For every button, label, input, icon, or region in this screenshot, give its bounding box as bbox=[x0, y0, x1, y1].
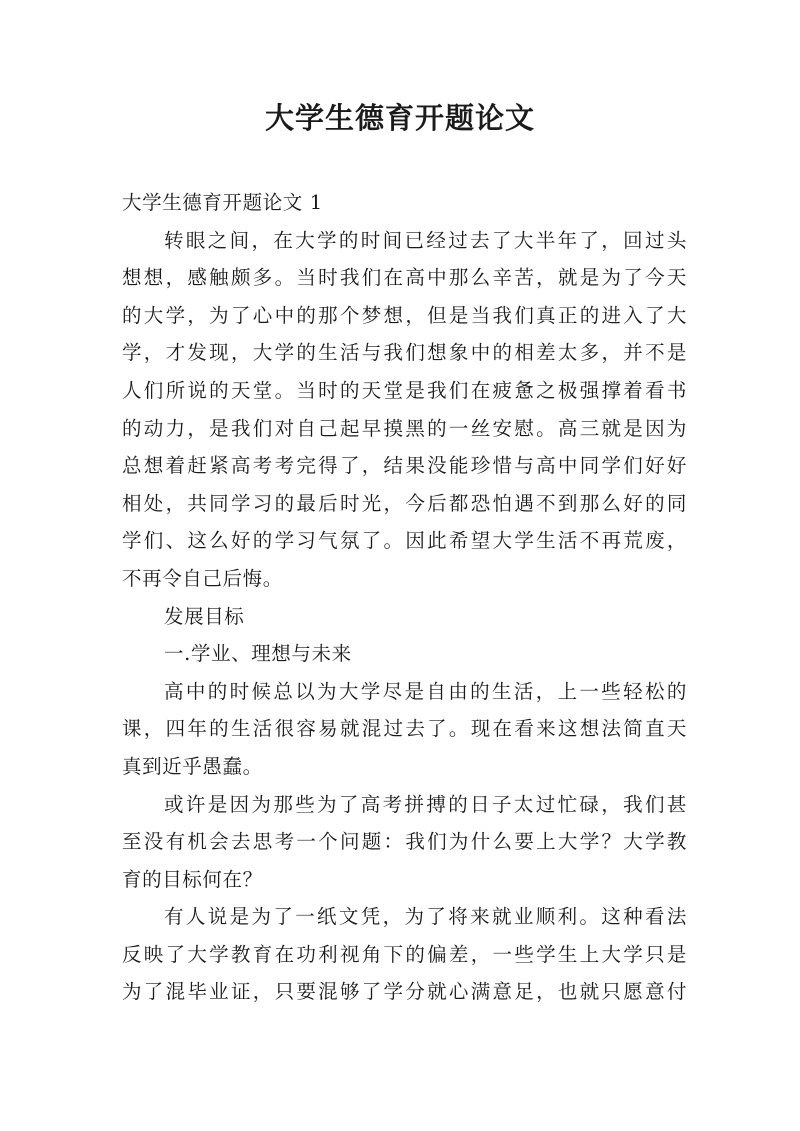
text-line: 有人说是为了一纸文凭，为了将来就业顺利。这种看法 bbox=[164, 905, 687, 929]
text-line: 不再令自己后悔。 bbox=[122, 566, 283, 590]
text-line: 或许是因为那些为了高考拼搏的日子太过忙碌，我们甚 bbox=[164, 792, 687, 816]
text-line: 育的目标何在？ bbox=[122, 867, 263, 891]
subheading-development-goals: 发展目标 bbox=[164, 604, 245, 628]
text-line: 总想着赶紧高考考完得了，结果没能珍惜与高中同学们好好 bbox=[122, 454, 687, 478]
text-line: 反映了大学教育在功利视角下的偏差，一些学生上大学只是 bbox=[122, 942, 687, 966]
section-heading: 大学生德育开题论文 1 bbox=[122, 191, 323, 214]
text-line: 学，才发现，大学的生活与我们想象中的相差太多，并不是 bbox=[122, 341, 687, 365]
text-line: 高中的时候总以为大学尽是自由的生活，上一些轻松的 bbox=[164, 679, 687, 703]
subheading-study-ideals-future: 一.学业、理想与未来 bbox=[164, 642, 352, 666]
text-line: 想想，感触颇多。当时我们在高中那么辛苦，就是为了今天 bbox=[122, 266, 687, 290]
text-line: 至没有机会去思考一个问题：我们为什么要上大学？大学教 bbox=[122, 830, 687, 854]
text-line: 人们所说的天堂。当时的天堂是我们在疲惫之极强撑着看书 bbox=[122, 378, 687, 402]
document-body bbox=[122, 184, 687, 1011]
text-line: 真到近乎愚蠢。 bbox=[122, 754, 263, 778]
text-line: 学们、这么好的学习气氛了。因此希望大学生活不再荒废， bbox=[122, 529, 687, 553]
text-line: 转眼之间，在大学的时间已经过去了大半年了，回过头 bbox=[164, 228, 687, 252]
text-line: 的动力，是我们对自己起早摸黑的一丝安慰。高三就是因为 bbox=[122, 416, 687, 440]
document-title: 大学生德育开题论文 bbox=[264, 101, 535, 135]
text-line: 相处，共同学习的最后时光，今后都恐怕遇不到那么好的同 bbox=[122, 491, 687, 515]
text-line: 课，四年的生活很容易就混过去了。现在看来这想法简直天 bbox=[122, 717, 687, 741]
text-line: 为了混毕业证，只要混够了学分就心满意足，也就只愿意付 bbox=[122, 980, 687, 1004]
text-line: 的大学，为了心中的那个梦想，但是当我们真正的进入了大 bbox=[122, 303, 687, 327]
